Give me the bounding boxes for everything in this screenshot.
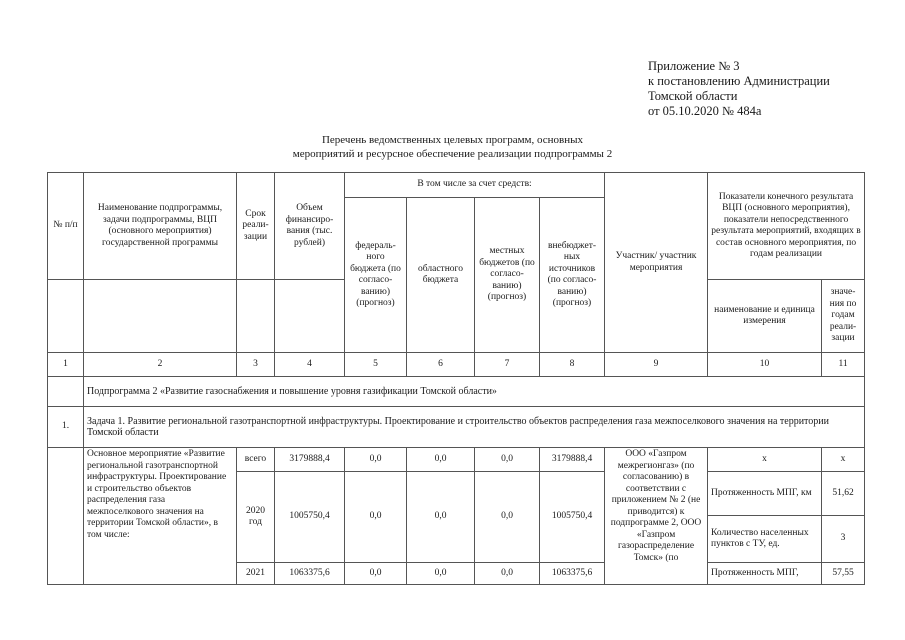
- subprogram-row: [48, 377, 865, 407]
- header-participant: Участник/ участник мероприятия: [605, 173, 708, 353]
- event-row-total: [48, 448, 865, 472]
- appendix-line-2: к постановлению Администрации: [648, 74, 830, 88]
- header-volume-spacer: [275, 280, 345, 353]
- header-federal: федераль-ного бюджета (по согласо-ванию) (прогноз): [345, 198, 407, 353]
- term: 2020 год: [237, 472, 275, 563]
- column-numbers-row: [48, 353, 865, 377]
- header-num-spacer: [48, 280, 84, 353]
- program-table: [47, 172, 865, 585]
- regional: 0,0: [407, 472, 475, 563]
- header-indicators: Показатели конечного результата ВЦП (основного мероприятия), показатели непосредственного результата мероприятий, входящих в состав основного мероприятия, по годам реализации: [708, 173, 865, 280]
- indicator-name: х: [708, 448, 822, 472]
- subprogram-title: Подпрограмма 2 «Развитие газоснабжения и повышение уровня газификации Томской области»: [84, 377, 865, 407]
- indicator-name: Протяженность МПГ,: [708, 563, 822, 585]
- header-extra: внебюджет-ных источников (по согласо-ванию) (прогноз): [540, 198, 605, 353]
- volume: 1063375,6: [275, 563, 345, 585]
- header-ind-name: наименование и единица измерения: [708, 280, 822, 353]
- extra: 3179888,4: [540, 448, 605, 472]
- header-including: В том числе за счет средств:: [345, 173, 605, 198]
- col-number: 3: [237, 353, 275, 377]
- local: 0,0: [475, 472, 540, 563]
- col-number: 7: [475, 353, 540, 377]
- col-number: 11: [822, 353, 865, 377]
- header-name: Наименование подпрограммы, задачи подпрограммы, ВЦП (основного мероприятия) государственной программы: [84, 173, 237, 280]
- indicator-value: 3: [822, 516, 865, 563]
- col-number: 4: [275, 353, 345, 377]
- task-num: 1.: [48, 407, 84, 448]
- indicator-value: х: [822, 448, 865, 472]
- header-ind-value: значе-ния по годам реали-зации: [822, 280, 865, 353]
- header-name-spacer: [84, 280, 237, 353]
- local: 0,0: [475, 448, 540, 472]
- col-number: 9: [605, 353, 708, 377]
- extra: 1063375,6: [540, 563, 605, 585]
- header-term-spacer: [237, 280, 275, 353]
- title-line-2: мероприятий и ресурсное обеспечение реализации подпрограммы 2: [292, 148, 613, 160]
- appendix-line-3: Томской области: [648, 89, 738, 103]
- header-volume: Объем финансиро-вания (тыс. рублей): [275, 173, 345, 280]
- volume: 1005750,4: [275, 472, 345, 563]
- indicator-name: Количество населенных пунктов с ТУ, ед.: [708, 516, 822, 563]
- header-term: Срок реали-зации: [237, 173, 275, 280]
- appendix-line-1: Приложение № 3: [648, 59, 740, 73]
- col-number: 6: [407, 353, 475, 377]
- term: всего: [237, 448, 275, 472]
- term: 2021: [237, 563, 275, 585]
- col-number: 10: [708, 353, 822, 377]
- col-number: 2: [84, 353, 237, 377]
- appendix-block: [648, 59, 888, 119]
- federal: 0,0: [345, 472, 407, 563]
- indicator-name: Протяженность МПГ, км: [708, 472, 822, 516]
- col-number: 1: [48, 353, 84, 377]
- header-num: № п/п: [48, 173, 84, 280]
- volume: 3179888,4: [275, 448, 345, 472]
- local: 0,0: [475, 563, 540, 585]
- header-local: местных бюджетов (по согласо-ванию) (прогноз): [475, 198, 540, 353]
- event-name: Основное мероприятие «Развитие региональной газотранспортной инфраструктуры. Проектирование и строительство объектов распределения газа межпоселкового значения на территории Томской области», в том числе:: [84, 448, 237, 585]
- indicator-value: 57,55: [822, 563, 865, 585]
- federal: 0,0: [345, 448, 407, 472]
- extra: 1005750,4: [540, 472, 605, 563]
- indicator-value: 51,62: [822, 472, 865, 516]
- appendix-line-4: от 05.10.2020 № 484а: [648, 104, 762, 118]
- task-text: Задача 1. Развитие региональной газотранспортной инфраструктуры. Проектирование и строительство объектов распределения газа межпоселкового значения на территории Томской области: [84, 407, 865, 448]
- task-row: [48, 407, 865, 448]
- event-participant: ООО «Газпром межрегионгаз» (по согласованию) в соответствии с приложением № 2 (не приводится) к подпрограмме 2, ООО «Газпром газораспределение Томск» (по: [605, 448, 708, 585]
- document-title: [0, 133, 905, 161]
- col-number: 8: [540, 353, 605, 377]
- subprogram-num: [48, 377, 84, 407]
- title-line-1: Перечень ведомственных целевых программ, основных: [321, 134, 584, 146]
- event-num: [48, 448, 84, 585]
- federal: 0,0: [345, 563, 407, 585]
- col-number: 5: [345, 353, 407, 377]
- regional: 0,0: [407, 448, 475, 472]
- regional: 0,0: [407, 563, 475, 585]
- header-regional: областного бюджета: [407, 198, 475, 353]
